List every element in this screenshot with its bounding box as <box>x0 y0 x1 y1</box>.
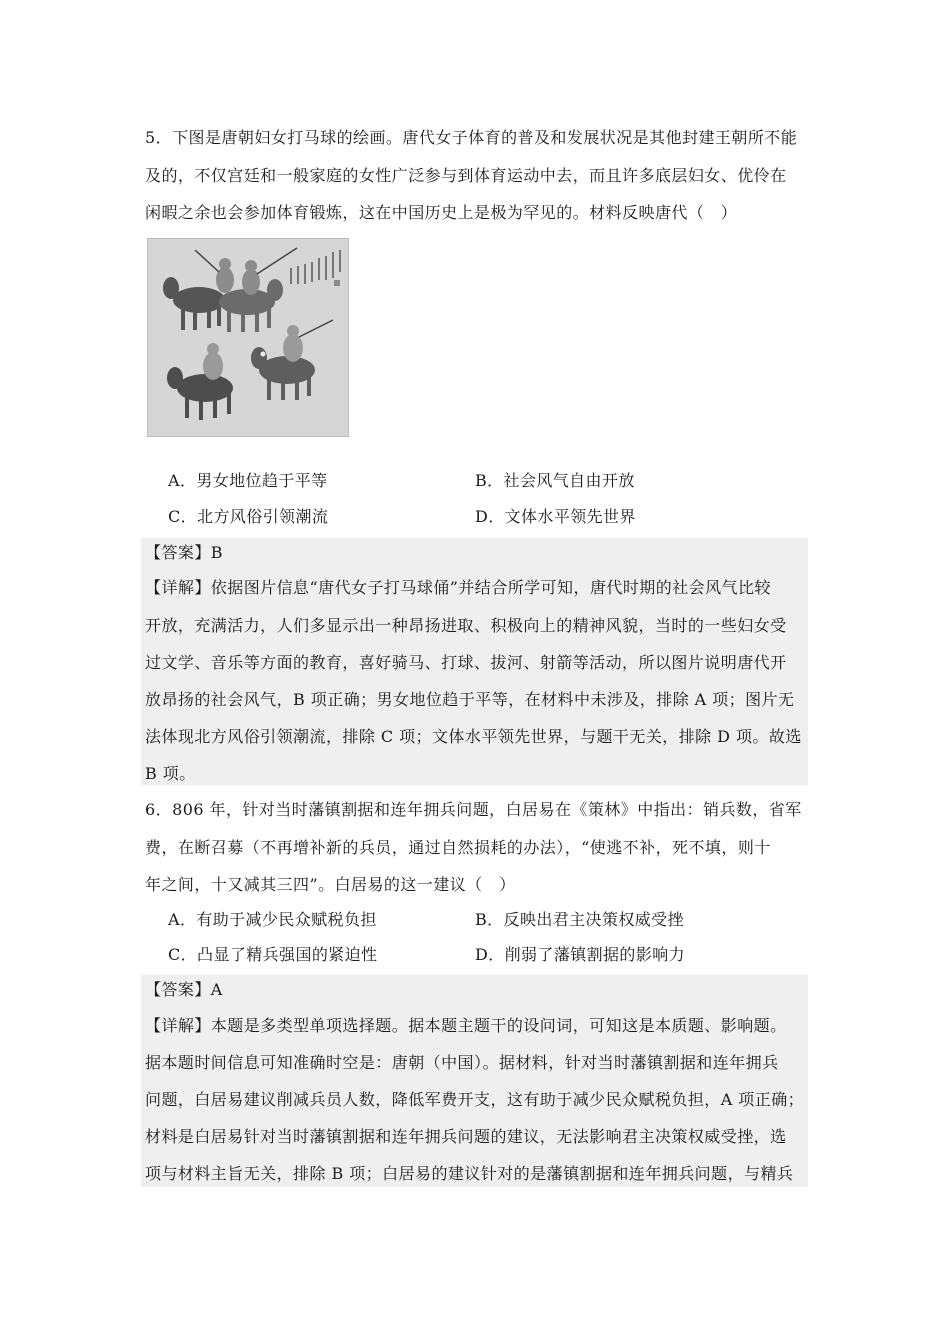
q5-stem-line: 5．下图是唐朝妇女打马球的绘画。唐代女子体育的普及和发展状况是其他封建王朝所不能 <box>145 128 798 147</box>
q5-explanation-line: B 项。 <box>145 764 196 783</box>
q5-explanation-line: 放昂扬的社会风气，B 项正确；男女地位趋于平等，在材料中未涉及，排除 A 项；图片无 <box>145 690 795 709</box>
q5-option-d: D．文体水平领先世界 <box>475 507 636 526</box>
q5-option-b: B．社会风气自由开放 <box>475 471 635 490</box>
q5-explanation-line: 开放，充满活力，人们多显示出一种昂扬进取、积极向上的精神风貌，当时的一些妇女受 <box>145 616 787 635</box>
q6-stem-line: 6．806 年，针对当时藩镇割据和连年拥兵问题，白居易在《策林》中指出：销兵数，省军 <box>145 800 802 819</box>
q5-option-a: A．男女地位趋于平等 <box>168 471 328 490</box>
q6-explanation-line: 据本题时间信息可知准确时空是：唐朝（中国）。据材料，针对当时藩镇割据和连年拥兵 <box>145 1053 779 1072</box>
q6-option-c: C．凸显了精兵强国的紧迫性 <box>168 945 378 964</box>
q6-stem-line: 年之间，十又减其三四”。白居易的这一建议（ ） <box>145 875 516 894</box>
q5-explanation-line: 【详解】依据图片信息“唐代女子打马球俑”并结合所学可知，唐代时期的社会风气比较 <box>145 578 771 597</box>
q6-stem-line: 费，在断召募（不再增补新的兵员，通过自然损耗的办法），“使逃不补，死不填，则十 <box>145 838 771 857</box>
q6-explanation-line: 问题，白居易建议削减兵员人数，降低军费开支，这有助于减少民众赋税负担，A 项正确； <box>145 1090 805 1109</box>
q5-explanation-line: 法体现北方风俗引领潮流，排除 C 项；文体水平领先世界，与题干无关，排除 D 项。故选 <box>145 727 802 746</box>
q6-option-a: A．有助于减少民众赋税负担 <box>168 910 377 929</box>
q6-option-b: B．反映出君主决策权威受挫 <box>475 910 684 929</box>
polo-painting-illustration <box>147 238 349 437</box>
q5-explanation-line: 过文学、音乐等方面的教育，喜好骑马、打球、拔河、射箭等活动，所以图片说明唐代开 <box>145 653 787 672</box>
q6-option-d: D．削弱了藩镇割据的影响力 <box>475 945 686 964</box>
q6-explanation-line: 【详解】本题是多类型单项选择题。据本题主题干的设问词，可知这是本质题、影响题。 <box>145 1016 787 1035</box>
q6-answer-block <box>141 975 808 1187</box>
q6-explanation-line: 材料是白居易针对当时藩镇割据和连年拥兵问题的建议，无法影响君主决策权威受挫，选 <box>145 1127 787 1146</box>
q5-option-c: C．北方风俗引领潮流 <box>168 507 329 526</box>
q6-explanation-line: 项与材料主旨无关，排除 B 项；白居易的建议针对的是藩镇割据和连年拥兵问题，与精兵 <box>145 1164 794 1183</box>
q5-stem-line: 闲暇之余也会参加体育锻炼，这在中国历史上是极为罕见的。材料反映唐代（ ） <box>145 203 738 222</box>
q5-stem-line: 及的，不仅宫廷和一般家庭的女性广泛参与到体育运动中去，而且许多底层妇女、优伶在 <box>145 166 787 185</box>
q5-answer: 【答案】B <box>145 543 224 562</box>
q6-answer: 【答案】A <box>145 980 223 999</box>
polo-painting-image <box>147 238 349 437</box>
